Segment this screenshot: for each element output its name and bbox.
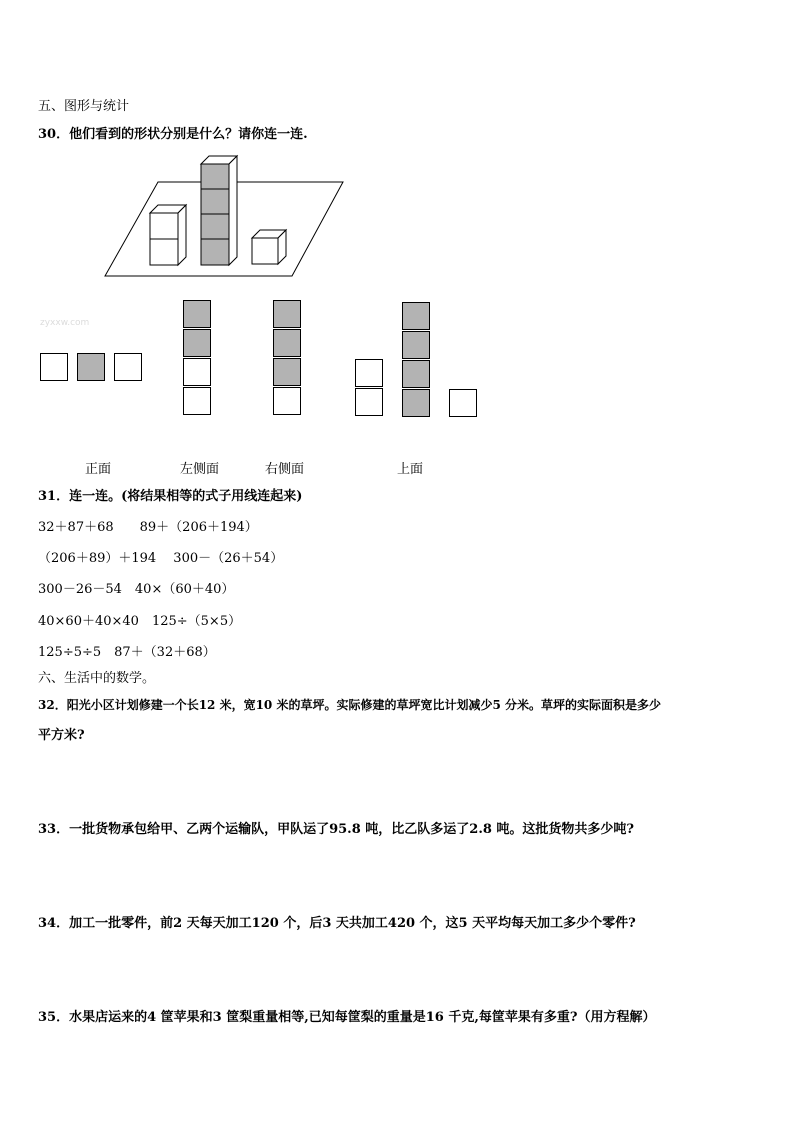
- question-32-line-1: 32．阳光小区计划修建一个长12 米，宽10 米的草坪。实际修建的草坪宽比计划减少5 分米。草坪的实际面积是多少: [38, 698, 661, 712]
- question-35: 35．水果店运来的4 筐苹果和3 筐梨重量相等,已知每筐梨的重量是16 千克,每筐苹果有多重?（用方程解）: [38, 1010, 656, 1025]
- label-right-side: 右侧面: [265, 462, 305, 477]
- left-stack-2-cubes: [150, 205, 186, 265]
- expr-row-3: 300－26－54 40×（60＋40）: [38, 582, 235, 597]
- middle-stack-4-cubes: [201, 156, 237, 265]
- question-34: 34．加工一批零件，前2 天每天加工120 个，后3 天共加工420 个，这5 天平均每天加工多少个零件?: [38, 916, 636, 931]
- cube-scene-figure: [100, 150, 350, 280]
- question-33: 33．一批货物承包给甲、乙两个运输队，甲队运了95.8 吨，比乙队多运了2.8 吨。这批货物共多少吨?: [38, 822, 635, 837]
- expr-row-5: 125÷5÷5 87＋（32＋68）: [38, 645, 216, 660]
- label-left-side: 左侧面: [180, 462, 220, 477]
- question-31: 31．连一连。(将结果相等的式子用线连起来): [38, 489, 303, 504]
- watermark: zyxxw.com: [40, 318, 90, 328]
- section-title-6: 六、生活中的数学。: [38, 671, 156, 686]
- expr-row-2: （206＋89）＋194 300－（26＋54）: [38, 551, 284, 566]
- question-30: 30．他们看到的形状分别是什么？请你连一连.: [38, 127, 308, 142]
- label-top: 上面: [397, 462, 424, 477]
- right-single-cube: [252, 230, 286, 264]
- label-front: 正面: [85, 462, 112, 477]
- question-32-line-2: 平方米?: [38, 728, 85, 743]
- expr-row-4: 40×60＋40×40 125÷（5×5）: [38, 614, 242, 629]
- section-title-5: 五、图形与统计: [38, 99, 130, 114]
- expr-row-1: 32＋87＋68 89＋（206＋194）: [38, 520, 258, 535]
